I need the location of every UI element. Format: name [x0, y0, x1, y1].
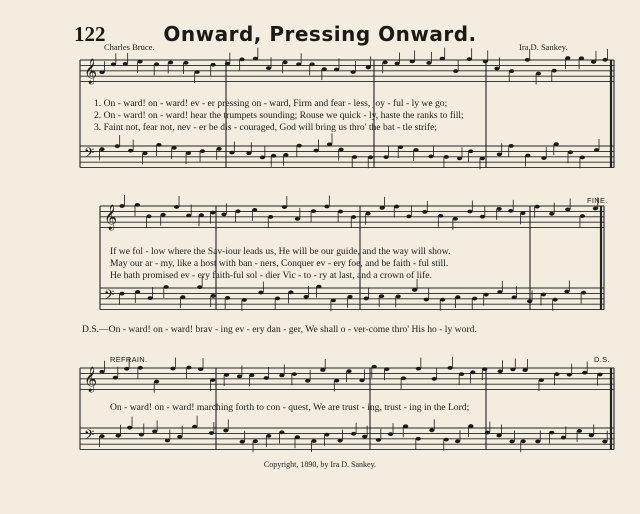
system-1-treble-note	[483, 60, 488, 64]
system-3-bass-note	[152, 429, 157, 433]
system-2-treble-note	[119, 204, 124, 208]
system-1-bass-note	[525, 154, 530, 158]
system-3-treble-note	[99, 370, 104, 374]
system-1-bass-note	[99, 147, 104, 151]
system-2-bass-note	[316, 285, 321, 289]
system-1-bass-note	[260, 155, 265, 159]
system-1-bass-note	[314, 149, 319, 153]
system-2-treble-note	[394, 205, 399, 209]
system-3-bass-note	[577, 429, 582, 433]
system-3-treble-note	[459, 372, 464, 376]
fine-mark: FINE.	[587, 196, 608, 205]
system-2-bass-note	[275, 297, 280, 301]
composer-credit: Ira D. Sankey.	[519, 42, 568, 52]
second-line-2: May our ar - my, like a host with ban - ners, Conquer ev - ery foe, and be faith - ful still.	[110, 258, 449, 269]
system-1-bass-note	[398, 145, 403, 149]
system-3-bass-note	[561, 436, 566, 440]
system-2-bass-note	[148, 296, 153, 300]
system-2-bass-note	[288, 290, 293, 294]
system-3-treble-note	[582, 371, 587, 375]
system-3-treble-note	[305, 379, 310, 383]
system-2-treble-note	[295, 217, 300, 221]
system-2-bass-note	[472, 297, 477, 301]
second-line-3: He hath promised ev - ery faith-ful sol - dier Vic - to - ry at last, and a crown of life.	[110, 270, 432, 281]
system-1-treble-note	[195, 70, 200, 74]
system-1-bass-note	[444, 155, 449, 159]
system-3-bass-note	[468, 424, 473, 428]
system-2-treble-note	[221, 213, 226, 217]
system-1-bass-note	[368, 155, 373, 159]
system-3-bass-note	[362, 435, 367, 439]
system-2-treble-note	[422, 210, 427, 214]
system-2-bass-note	[440, 298, 445, 302]
system-3-treble-note	[416, 367, 421, 371]
system-3-bass-note	[485, 431, 490, 435]
system-1-bass-note	[186, 151, 191, 155]
system-1-bass-note	[338, 148, 343, 152]
system-2-bass-note	[242, 298, 247, 302]
system-3-bass-note	[602, 440, 607, 444]
system-3-treble-note	[432, 377, 437, 381]
system-1-bass-note	[217, 147, 222, 151]
system-3-bass-note	[279, 430, 284, 434]
system-3-treble-note	[198, 367, 203, 371]
system-3-bass-note	[116, 434, 121, 438]
system-3-treble-note	[372, 365, 377, 369]
system-3-treble-note	[124, 367, 129, 371]
system-2-treble-note	[520, 211, 525, 215]
system-1-treble-note	[99, 70, 104, 74]
system-2-bass-note	[211, 294, 216, 298]
system-2-treble-note	[135, 203, 140, 207]
verse-1-line: 1. On - ward! on - ward! ev - er pressing on - ward, Firm and fear - less, joy - ful - ly we go;	[94, 98, 448, 109]
system-2-bass-note	[180, 295, 185, 299]
system-3-treble-note	[510, 367, 515, 371]
system-3-bass-note	[295, 435, 300, 439]
system-2-bass-note	[541, 293, 546, 297]
system-2-bass-note	[119, 292, 124, 296]
system-1-bass-note	[352, 155, 357, 159]
system-3-bass-note	[444, 438, 449, 442]
system-1-bass-note	[297, 144, 302, 148]
system-1-bass-note	[171, 146, 176, 150]
system-1-treble-note	[253, 57, 258, 61]
system-1-treble-note	[168, 61, 173, 65]
system-3-bass-note	[324, 433, 329, 437]
system-2-bass-note	[581, 291, 586, 295]
system-1-treble-note	[467, 57, 472, 61]
system-2-bass-note	[527, 299, 532, 303]
system-3-treble-note	[237, 375, 242, 379]
system-3-treble-note	[113, 376, 118, 380]
system-1-bass-note	[327, 142, 332, 146]
system-3-treble-note	[334, 379, 339, 383]
system-3-treble-note	[359, 378, 364, 382]
system-1-treble-note	[426, 61, 431, 65]
system-1-bass-note	[142, 151, 147, 155]
system-2-bass-note	[497, 290, 502, 294]
system-1-treble-note	[366, 66, 371, 70]
system-2-treble-note	[438, 214, 443, 218]
system-1-bass-note	[384, 155, 389, 159]
verse-2-line: 2. On - ward! on - ward! hear the trumpets sounding; Rouse we quick - ly, haste the ranks to fill;	[94, 110, 464, 121]
system-1-treble-note	[137, 60, 142, 64]
system-1-treble-note	[453, 69, 458, 73]
system-1-treble-note	[536, 72, 541, 76]
system-2-treble-note	[186, 214, 191, 218]
refrain-label: REFRAIN.	[110, 355, 148, 364]
system-3-treble-note	[249, 373, 254, 377]
system-2-treble-note	[508, 209, 513, 213]
system-3-treble-note	[447, 366, 452, 370]
system-1-bass-note	[497, 152, 502, 156]
system-2-bass-note	[135, 290, 140, 294]
system-3-bass-note	[99, 434, 104, 438]
system-3-bass-note	[127, 426, 132, 430]
system-3-bass-note	[311, 439, 316, 443]
system-2-treble-note	[480, 215, 485, 219]
system-1-bass-note	[283, 153, 288, 157]
system-2-bass-note	[364, 297, 369, 301]
system-2-bass-note	[564, 290, 569, 294]
system-2-treble-note	[210, 211, 215, 215]
system-1-treble-note	[111, 62, 116, 66]
system-3-treble-note	[401, 376, 406, 380]
system-3-treble-note	[320, 368, 325, 372]
treble-clef-icon: 𝄞	[84, 367, 98, 392]
bass-clef-icon: 𝄢	[84, 145, 95, 164]
system-3-bass-note	[177, 435, 182, 439]
system-3-bass-note	[416, 437, 421, 441]
system-1-treble-note	[525, 58, 530, 62]
system-2-treble-note	[324, 205, 329, 209]
system-2-treble-note	[535, 205, 540, 209]
system-2-treble-note	[174, 205, 179, 209]
system-1-bass-note	[541, 156, 546, 160]
system-1-treble-note	[565, 56, 570, 60]
verse-3-line: 3. Faint not, fear not, nev - er be dis - couraged, God will bring us thro' the bat - tle strife;	[94, 122, 438, 133]
system-3-treble-note	[154, 380, 159, 384]
hymn-number: 122	[74, 22, 106, 46]
system-2-bass-note	[412, 288, 417, 292]
system-2-bass-note	[455, 295, 460, 299]
system-3-bass-note	[165, 439, 170, 443]
system-3-bass-note	[455, 439, 460, 443]
system-3-bass-note	[521, 439, 526, 443]
system-1-treble-note	[239, 57, 244, 61]
system-3-treble-note	[482, 367, 487, 371]
system-3-treble-note	[554, 372, 559, 376]
system-1-bass-note	[156, 143, 161, 147]
system-3-treble-note	[539, 378, 544, 382]
system-3-bass-note	[223, 429, 228, 433]
system-1-treble-note	[322, 67, 327, 71]
bass-clef-icon: 𝄢	[104, 287, 115, 306]
system-2-bass-note	[304, 295, 309, 299]
system-3-treble-note	[264, 376, 269, 380]
system-1-treble-note	[296, 62, 301, 66]
system-1-treble-note	[509, 69, 514, 73]
ds-mark: D.S.	[594, 355, 610, 364]
system-3-bass-note	[192, 425, 197, 429]
system-3-treble-note	[224, 373, 229, 377]
system-1-treble-note	[310, 62, 315, 66]
system-2-treble-note	[593, 207, 598, 211]
ds-line: D.S.—On - ward! on - ward! brav - ing ev - ery dan - ger, We shall o - ver-come thro' His ho - ly word.	[82, 324, 477, 335]
system-2-bass-note	[347, 295, 352, 299]
system-1-bass-note	[428, 154, 433, 158]
system-1-treble-note	[266, 66, 271, 70]
system-3-bass-note	[139, 433, 144, 437]
system-1-treble-note	[410, 60, 415, 64]
system-3-treble-note	[498, 369, 503, 373]
system-2-treble-note	[453, 217, 458, 221]
system-2-treble-note	[565, 208, 570, 212]
system-1-bass-note	[115, 144, 120, 148]
system-1-treble-note	[579, 56, 584, 60]
system-2-bass-note	[512, 295, 517, 299]
system-3-bass-note	[376, 438, 381, 442]
system-3-treble-note	[384, 367, 389, 371]
system-3-bass-note	[429, 428, 434, 432]
second-line-1: If we fol - low where the Sav-iour leads us, He will be our guide, and the way will show.	[110, 246, 451, 257]
system-3-bass-note	[509, 440, 514, 444]
system-1-bass-note	[594, 148, 599, 152]
system-1-treble-note	[440, 57, 445, 61]
system-2-treble-note	[235, 209, 240, 213]
system-1-treble-note	[602, 58, 607, 62]
system-2-bass-note	[396, 294, 401, 298]
system-3-treble-note	[597, 373, 602, 377]
system-2-bass-note	[483, 293, 488, 297]
system-3-bass-note	[589, 433, 594, 437]
system-2-treble-note	[549, 212, 554, 216]
system-2-bass-note	[197, 285, 202, 289]
system-1-treble-note	[183, 61, 188, 65]
system-1-bass-note	[413, 148, 418, 152]
system-3-bass-note	[351, 432, 356, 436]
system-1-treble-note	[225, 62, 230, 66]
bass-clef-icon: 𝄢	[84, 427, 95, 446]
system-3-treble-note	[567, 373, 572, 377]
system-3-bass-note	[403, 424, 408, 428]
copyright-notice: Copyright, 1890, by Ira D. Sankey.	[263, 460, 377, 469]
system-2-treble-note	[406, 214, 411, 218]
system-2-bass-note	[331, 298, 336, 302]
system-2-treble-note	[497, 207, 502, 211]
system-3-treble-note	[470, 370, 475, 374]
system-1-treble-note	[211, 63, 216, 67]
system-1-treble-note	[383, 60, 388, 64]
system-2-treble-note	[282, 205, 287, 209]
system-2-treble-note	[146, 214, 151, 218]
system-1-bass-note	[200, 149, 205, 153]
system-3-treble-note	[292, 372, 297, 376]
treble-clef-icon: 𝄞	[84, 59, 98, 84]
system-3-treble-note	[346, 369, 351, 373]
author-credit: Charles Bruce.	[104, 42, 155, 52]
system-2-treble-note	[351, 215, 356, 219]
system-1-bass-note	[246, 151, 251, 155]
system-1-treble-note	[494, 67, 499, 71]
system-1-treble-note	[154, 62, 159, 66]
system-1-treble-note	[552, 69, 557, 73]
system-2-treble-note	[580, 214, 585, 218]
system-1-treble-note	[334, 68, 339, 72]
system-2-treble-note	[467, 210, 472, 214]
hymn-title: Onward, Pressing Onward.	[163, 22, 477, 46]
system-3-bass-note	[253, 439, 258, 443]
system-2-bass-note	[553, 298, 558, 302]
system-2-bass-note	[258, 291, 263, 295]
system-1-treble-note	[123, 62, 128, 66]
system-1-treble-note	[350, 70, 355, 74]
system-3-bass-note	[549, 431, 554, 435]
system-3-bass-note	[535, 439, 540, 443]
system-1-bass-note	[229, 151, 234, 155]
system-1-treble-note	[282, 60, 287, 64]
system-1-treble-note	[394, 62, 399, 66]
system-1-bass-note	[480, 156, 485, 160]
treble-clef-icon: 𝄞	[104, 205, 118, 230]
system-2-bass-note	[225, 296, 230, 300]
system-2-treble-note	[268, 215, 273, 219]
system-3-bass-note	[388, 432, 393, 436]
system-1-bass-note	[128, 149, 133, 153]
system-2-treble-note	[161, 213, 166, 217]
refrain-line: On - ward! on - ward! marching forth to con - quest, We are trust - ing, trust - ing in the Lord;	[110, 402, 470, 413]
system-3-treble-note	[138, 366, 143, 370]
system-1-bass-note	[271, 154, 276, 158]
system-2-treble-note	[311, 209, 316, 213]
system-3-bass-note	[240, 440, 245, 444]
system-3-bass-note	[209, 431, 214, 435]
system-1-treble-note	[591, 60, 596, 64]
system-2-bass-note	[379, 294, 384, 298]
system-2-treble-note	[199, 213, 204, 217]
system-3-treble-note	[279, 374, 284, 378]
system-1-bass-note	[509, 144, 514, 148]
system-3-treble-note	[170, 367, 175, 371]
system-2-treble-note	[380, 206, 385, 210]
system-2-bass-note	[424, 298, 429, 302]
system-3-bass-note	[496, 434, 501, 438]
system-2-treble-note	[338, 210, 343, 214]
system-1-bass-note	[568, 150, 573, 154]
system-2-treble-note	[365, 212, 370, 216]
system-2-bass-note	[164, 285, 169, 289]
system-1-bass-note	[580, 156, 585, 160]
system-1-bass-note	[468, 149, 473, 153]
system-3-bass-note	[337, 439, 342, 443]
system-2-treble-note	[252, 208, 257, 212]
system-3-treble-note	[522, 368, 527, 372]
system-1-bass-note	[457, 156, 462, 160]
system-3-bass-note	[266, 434, 271, 438]
system-3-treble-note	[210, 378, 215, 382]
system-1-bass-note	[554, 142, 559, 146]
system-3-treble-note	[186, 366, 191, 370]
